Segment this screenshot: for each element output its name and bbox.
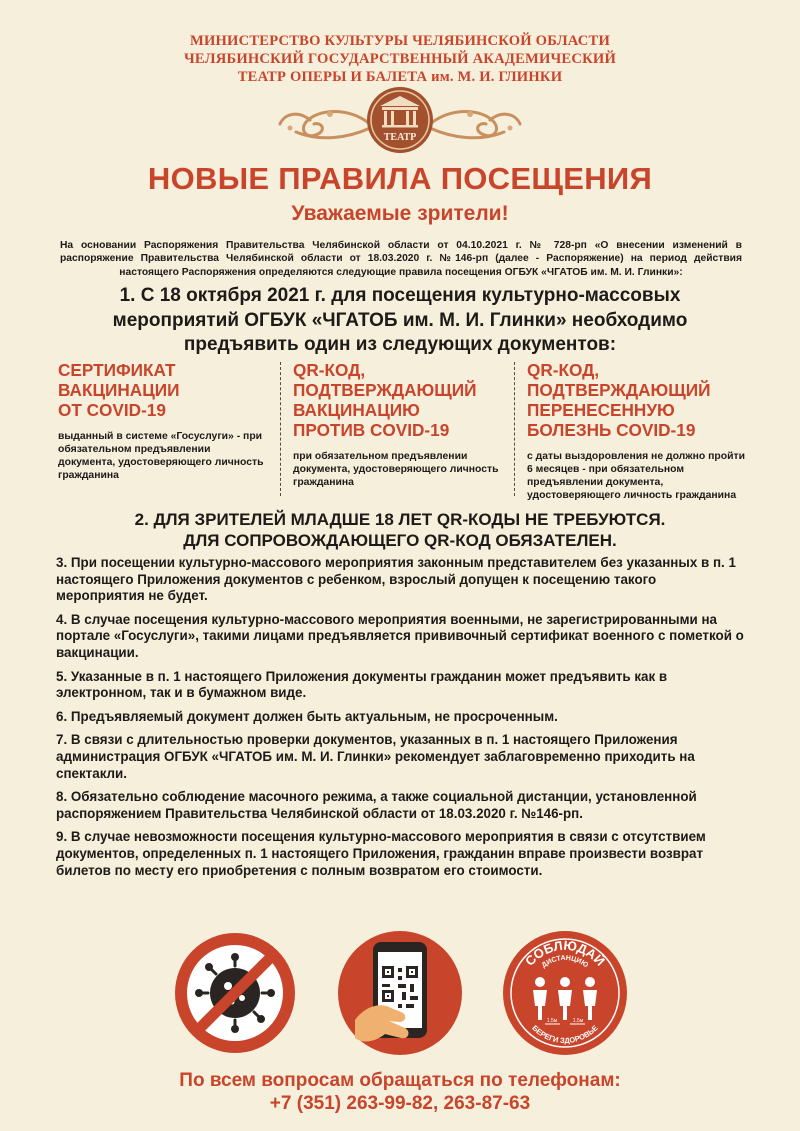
document-heading (293, 360, 505, 440)
icons-row (0, 928, 800, 1058)
document-description: при обязательном предъявлении документа, удостоверяющего личность гражданина (293, 451, 499, 488)
organization-header (0, 32, 800, 86)
rule-item: 9. В случае невозможности посещения культурно-массового мероприятия в связи с отсутствием документов, определенных п. 1 настоящего Приложения, гражданин вправе произвести возврат билетов по месту его приобретения с полным возвратом его стоимости. (56, 829, 706, 878)
heading-line: ВАКЦИНАЦИИ (58, 380, 180, 400)
badge-top-text: СОБЛЮДАЙ (522, 937, 608, 969)
heading-line: ПОДТВЕРЖДАЮЩИЙ (527, 380, 711, 400)
document-heading (58, 360, 268, 420)
heading-line: СЕРТИФИКАТ (58, 360, 176, 380)
badge-bottom-text: БЕРЕГИ ЗДОРОВЬЕ (530, 1023, 600, 1046)
point-2-line: ДЛЯ СОПРОВОЖДАЮЩЕГО QR-КОД ОБЯЗАТЕЛЕН. (183, 531, 617, 550)
rule-item: 3. При посещении культурно-массового мероприятия законным представителем без указанных в п. 1 настоящего Приложения документов с ребенком, взрослый допущен к посещению такого мероприятия не будет. (56, 555, 736, 604)
heading-line: QR-КОД, (293, 360, 366, 380)
heading-line: ПЕРЕНЕСЕННУЮ (527, 400, 675, 420)
org-line: МИНИСТЕРСТВО КУЛЬТУРЫ ЧЕЛЯБИНСКОЙ ОБЛАСТИ (189, 33, 611, 49)
page-subtitle: Уважаемые зрители! (291, 202, 509, 225)
point-2 (40, 509, 760, 551)
heading-line: QR-КОД, (527, 360, 600, 380)
heading-line: ВАКЦИНАЦИЮ (293, 400, 420, 420)
social-distance-icon (500, 928, 630, 1058)
org-line: ТЕАТР ОПЕРЫ И БАЛЕТА им. М. И. ГЛИНКИ (237, 69, 563, 85)
rule-item: 8. Обязательно соблюдение масочного режима, а также социальной дистанции, установленной распоряжением Правительства Челябинской области от 18.03.2020 г. №146-рп. (56, 789, 697, 821)
rule-item: 5. Указанные в п. 1 настоящего Приложения документы гражданин может предъявить как в электронном, так и в бумажном виде. (56, 668, 668, 701)
rule-item: 7. В связи с длительностью проверки документов, указанных в п. 1 настоящего Приложения администрация ОГБУК «ЧГАТОБ им. М. И. Глинки» рекомендует заблаговременно приходить на спектакли. (56, 732, 695, 781)
org-line: ЧЕЛЯБИНСКИЙ ГОСУДАРСТВЕННЫЙ АКАДЕМИЧЕСКИЙ (184, 51, 616, 67)
qr-phone-icon (335, 928, 465, 1058)
point-1-line: 1. С 18 октября 2021 г. для посещения культурно-массовых (119, 285, 681, 306)
no-virus-icon (170, 928, 300, 1058)
point-1-line: предъявить один из следующих документов: (183, 334, 617, 355)
heading-line: ПРОТИВ COVID-19 (293, 420, 450, 440)
column-divider (514, 362, 515, 496)
point-1 (40, 284, 760, 358)
document-heading (527, 360, 747, 440)
point-1-line: мероприятий ОГБУК «ЧГАТОБ им. М. И. Глинки» необходимо (112, 309, 688, 331)
document-qr-recovery (527, 360, 747, 502)
contact-phones: +7 (351) 263-99-82, 263-87-63 (269, 1093, 531, 1114)
document-vaccination-certificate (58, 360, 268, 482)
theatre-emblem-logo (270, 84, 530, 156)
distance-measure: 1.5м (572, 1018, 584, 1024)
point-2-line: 2. ДЛЯ ЗРИТЕЛЕЙ МЛАДШЕ 18 ЛЕТ QR-КОДЫ НЕ ТРЕБУЮТСЯ. (134, 510, 666, 529)
contact-block (0, 1069, 800, 1115)
rule-item: 4. В случае посещения культурно-массового мероприятия военными, не зарегистрированными на портале «Госуслуги», такими лицами предъявляется прививочный сертификат военного с пометкой о вакцинации. (56, 611, 744, 660)
intro-paragraph: На основании Распоряжения Правительства Челябинской области от 04.10.2021 г. № 728-рп «О внесении изменений в распоряжение Правительства Челябинской области от 18.03.2020 г. №146-рп (далее - Распоряжение) на период действия настоящего Распоряжения определяются следующие правила посещения ОГБУК «ЧГАТОБ им. М. И. Глинки»: (60, 240, 742, 278)
rule-item: 6. Предъявляемый документ должен быть актуальным, не просроченным. (56, 708, 558, 724)
heading-line: БОЛЕЗНЬ COVID-19 (527, 420, 696, 440)
heading-line: ПОДТВЕРЖДАЮЩИЙ (293, 380, 477, 400)
distance-measure: 1.5м (546, 1018, 558, 1024)
rules-list (56, 555, 746, 886)
document-qr-vaccination (293, 360, 505, 489)
badge-sub-text: ДИСТАНЦИЮ (540, 954, 590, 970)
document-description: выданный в системе «Госуслуги» - при обязательном предъявлении документа, удостоверяющего личность гражданина (58, 431, 264, 481)
page-title: НОВЫЕ ПРАВИЛА ПОСЕЩЕНИЯ (147, 161, 653, 196)
contact-label: По всем вопросам обращаться по телефонам: (179, 1070, 621, 1091)
document-description: с даты выздоровления не должно пройти 6 месяцев - при обязательном предъявлении документа, удостоверяющего личность гражданина (527, 451, 745, 501)
column-divider (280, 362, 281, 496)
heading-line: ОТ COVID-19 (58, 400, 166, 420)
emblem-text: ТЕАТР (383, 132, 417, 143)
